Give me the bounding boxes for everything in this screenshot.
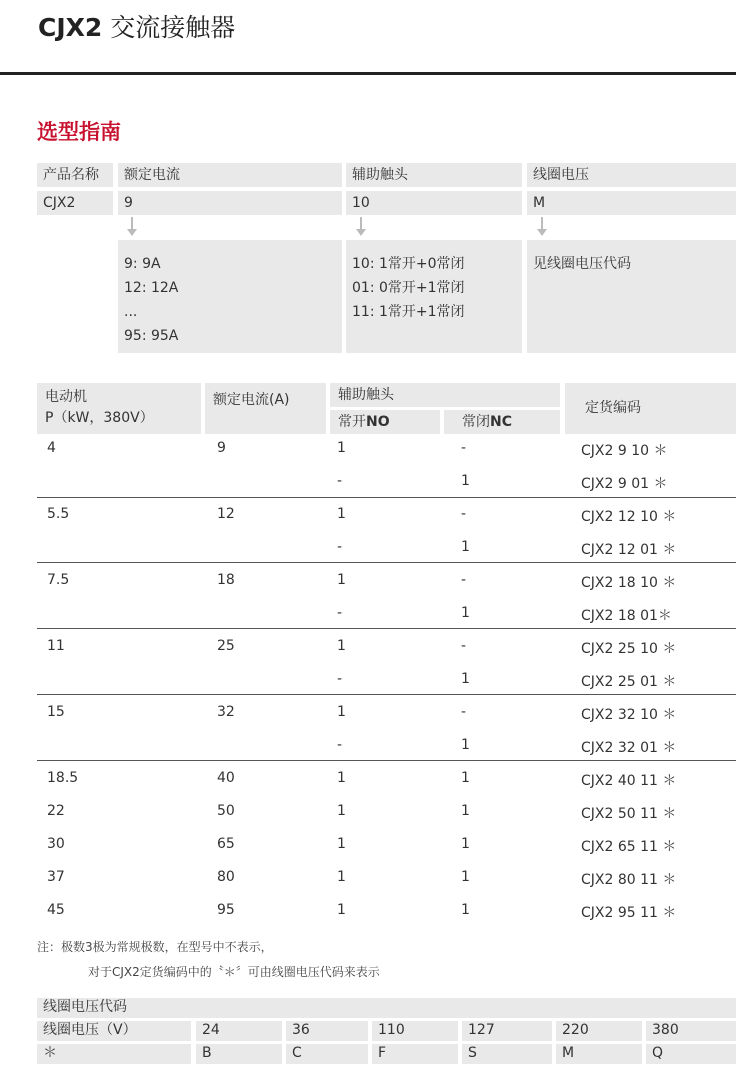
cell-p: 15 (47, 704, 65, 720)
cell-no: - (337, 737, 343, 753)
cell-p: 5.5 (47, 506, 70, 522)
cell-code: CJX2 32 10 ＊ (581, 707, 677, 723)
cell-nc: 1 (461, 671, 470, 687)
th-nc (444, 410, 560, 434)
cell-no: - (337, 671, 343, 687)
th-aux: 辅助触头 (330, 383, 560, 407)
arrow-current (131, 217, 133, 229)
cell-code: CJX2 12 01 ＊ (581, 542, 677, 558)
cell-p: 22 (47, 803, 65, 819)
note-line-1: 注：极数3极为常规极数，在型号中不表示， (37, 940, 273, 954)
cell-nc: - (461, 506, 467, 522)
current-line: 9: 9A (124, 256, 161, 272)
coil-line: 见线圈电压代码 (533, 256, 631, 272)
cell-nc: 1 (461, 869, 470, 885)
cell-p: 30 (47, 836, 65, 852)
cell-code: CJX2 12 10 ＊ (581, 509, 677, 525)
th-motor-line2: P（kW，380V） (45, 410, 154, 426)
cell-code: CJX2 80 11 ＊ (581, 872, 677, 888)
cell-no: - (337, 539, 343, 555)
cell-a: 18 (217, 572, 235, 588)
cell-no: - (337, 605, 343, 621)
aux-line: 01: 0常开+1常闭 (352, 280, 465, 296)
title-rule (0, 72, 736, 75)
cell-nc: 1 (461, 836, 470, 852)
th-motor (37, 383, 201, 434)
sel-value-current: 9 (118, 191, 342, 215)
cell-p: 45 (47, 902, 65, 918)
note-line-2: 对于CJX2定货编码中的〝＊〞可由线圈电压代码来表示 (88, 965, 380, 979)
th-no-prefix: 常开 (338, 414, 366, 430)
coil-voltage-cell: 36 (286, 1021, 368, 1041)
cell-nc: 1 (461, 770, 470, 786)
cell-no: 1 (337, 506, 346, 522)
cell-a: 25 (217, 638, 235, 654)
arrowhead-aux (356, 229, 366, 236)
cell-nc: 1 (461, 737, 470, 753)
coil-title: 线圈电压代码 (37, 998, 736, 1018)
cell-a: 40 (217, 770, 235, 786)
aux-legend-box (346, 240, 522, 353)
coil-code-cell: Q (646, 1044, 736, 1064)
coil-label-code: ＊ (37, 1044, 191, 1064)
th-no-code: NO (366, 414, 390, 430)
coil-legend-box (527, 240, 736, 353)
group-divider (37, 628, 736, 629)
sel-header-product: 产品名称 (37, 163, 113, 187)
cell-code: CJX2 9 10 ＊ (581, 443, 668, 459)
cell-no: 1 (337, 803, 346, 819)
current-legend-box (118, 240, 342, 353)
cell-a: 50 (217, 803, 235, 819)
cell-nc: - (461, 440, 467, 456)
cell-p: 4 (47, 440, 56, 456)
cell-code: CJX2 95 11 ＊ (581, 905, 677, 921)
arrow-coil (541, 217, 543, 229)
coil-voltage-cell: 380 (646, 1021, 736, 1041)
cell-code: CJX2 25 10 ＊ (581, 641, 677, 657)
current-line: 95: 95A (124, 328, 179, 344)
group-divider (37, 694, 736, 695)
arrow-aux (360, 217, 362, 229)
group-divider (37, 562, 736, 563)
cell-nc: 1 (461, 473, 470, 489)
sel-header-coil: 线圈电压 (527, 163, 736, 187)
th-order-code: 定货编码 (565, 383, 736, 434)
cell-code: CJX2 32 01 ＊ (581, 740, 677, 756)
th-no (330, 410, 440, 434)
cell-code: CJX2 18 01＊ (581, 608, 672, 624)
sel-header-current: 额定电流 (118, 163, 342, 187)
cell-p: 7.5 (47, 572, 70, 588)
cell-no: 1 (337, 704, 346, 720)
cell-p: 11 (47, 638, 65, 654)
cell-nc: 1 (461, 539, 470, 555)
cell-a: 95 (217, 902, 235, 918)
th-nc-code: NC (490, 414, 512, 430)
sel-value-coil: M (527, 191, 736, 215)
cell-no: 1 (337, 836, 346, 852)
arrowhead-coil (537, 229, 547, 236)
current-line: ... (124, 304, 138, 320)
sel-header-aux: 辅助触头 (346, 163, 522, 187)
sel-value-aux: 10 (346, 191, 522, 215)
cell-code: CJX2 50 11 ＊ (581, 806, 677, 822)
coil-code-cell: F (372, 1044, 458, 1064)
coil-voltage-cell: 220 (556, 1021, 642, 1041)
th-current: 额定电流(A) (205, 383, 326, 434)
sel-value-product: CJX2 (37, 191, 113, 215)
cell-no: 1 (337, 902, 346, 918)
cell-code: CJX2 18 10 ＊ (581, 575, 677, 591)
cell-nc: 1 (461, 902, 470, 918)
cell-nc: - (461, 638, 467, 654)
cell-a: 80 (217, 869, 235, 885)
product-name: 交流接触器 (110, 13, 236, 42)
cell-code: CJX2 40 11 ＊ (581, 773, 677, 789)
cell-p: 18.5 (47, 770, 79, 786)
coil-voltage-cell: 24 (196, 1021, 282, 1041)
cell-no: 1 (337, 638, 346, 654)
th-nc-prefix: 常闭 (462, 414, 490, 430)
cell-a: 65 (217, 836, 235, 852)
coil-code-cell: B (196, 1044, 282, 1064)
cell-code: CJX2 65 11 ＊ (581, 839, 677, 855)
coil-voltage-cell: 110 (372, 1021, 458, 1041)
cell-a: 32 (217, 704, 235, 720)
section-title: 选型指南 (37, 120, 121, 144)
cell-no: - (337, 473, 343, 489)
group-divider (37, 497, 736, 498)
current-line: 12: 12A (124, 280, 179, 296)
cell-no: 1 (337, 572, 346, 588)
coil-label-voltage: 线圈电压（V） (37, 1021, 191, 1041)
cell-nc: 1 (461, 605, 470, 621)
group-divider (37, 760, 736, 761)
cell-nc: 1 (461, 803, 470, 819)
coil-voltage-cell: 127 (462, 1021, 552, 1041)
cell-a: 9 (217, 440, 226, 456)
cell-code: CJX2 9 01 ＊ (581, 476, 668, 492)
cell-no: 1 (337, 440, 346, 456)
cell-no: 1 (337, 869, 346, 885)
cell-code: CJX2 25 01 ＊ (581, 674, 677, 690)
cell-nc: - (461, 572, 467, 588)
aux-line: 11: 1常开+1常闭 (352, 304, 465, 320)
cell-p: 37 (47, 869, 65, 885)
page-title (38, 8, 235, 44)
cell-nc: - (461, 704, 467, 720)
coil-code-cell: M (556, 1044, 642, 1064)
product-code: CJX2 (38, 13, 103, 42)
arrowhead-current (127, 229, 137, 236)
th-motor-line1: 电动机 (45, 389, 87, 405)
coil-code-cell: S (462, 1044, 552, 1064)
coil-code-cell: C (286, 1044, 368, 1064)
cell-no: 1 (337, 770, 346, 786)
aux-line: 10: 1常开+0常闭 (352, 256, 465, 272)
cell-a: 12 (217, 506, 235, 522)
